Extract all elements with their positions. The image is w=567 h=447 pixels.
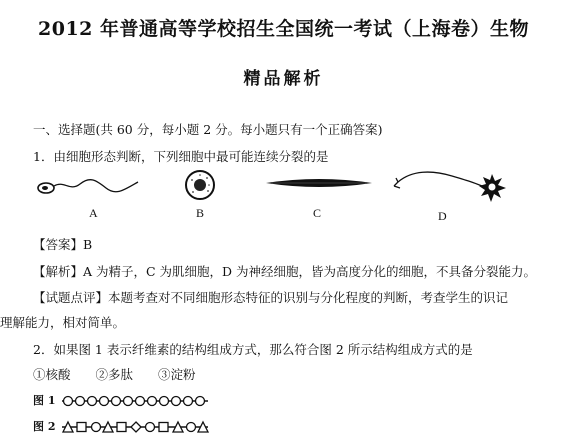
page-title: 2012 年普通高等学校招生全国统一考试（上海卷）生物 [38,18,529,40]
figure-label-c: C [313,206,322,220]
question-1-comment-continued: 理解能力，相对简单。 [0,315,126,330]
figure-label-b: B [196,206,205,220]
question-2-stem: 2．如果图 1 表示纤维素的结构组成方式，那么符合图 2 所示结构组成方式的是 [33,342,473,357]
question-1-comment: 【试题点评】本题考查对不同细胞形态特征的识别与分化程度的判断，考查学生的识记 [33,290,509,305]
section-heading: 一、选择题(共 60 分，每小题 2 分。每小题只有一个正确答案) [33,122,383,137]
muscle-cell-figure [264,176,374,190]
figure-2-chain [60,419,210,435]
question-1-analysis: 【解析】A 为精子，C 为肌细胞，D 为神经细胞，皆为高度分化的细胞，不具备分裂能力。 [33,264,537,279]
figure-label-d: D [438,209,447,223]
page-subtitle: 精品解析 [243,69,324,89]
question-1-stem: 1．由细胞形态判断，下列细胞中最可能连续分裂的是 [33,149,329,164]
sperm-cell-figure [34,170,144,200]
question-1-answer: 【答案】B [33,237,93,252]
figure-1-label: 图 1 [33,394,56,407]
figure-label-a: A [89,206,98,220]
figure-2-label: 图 2 [33,420,56,433]
nerve-cell-figure [392,164,508,204]
question-2-options: ①核酸 ②多肽 ③淀粉 [33,367,196,382]
round-cell-figure [183,168,217,202]
figure-1-chain [60,393,210,409]
